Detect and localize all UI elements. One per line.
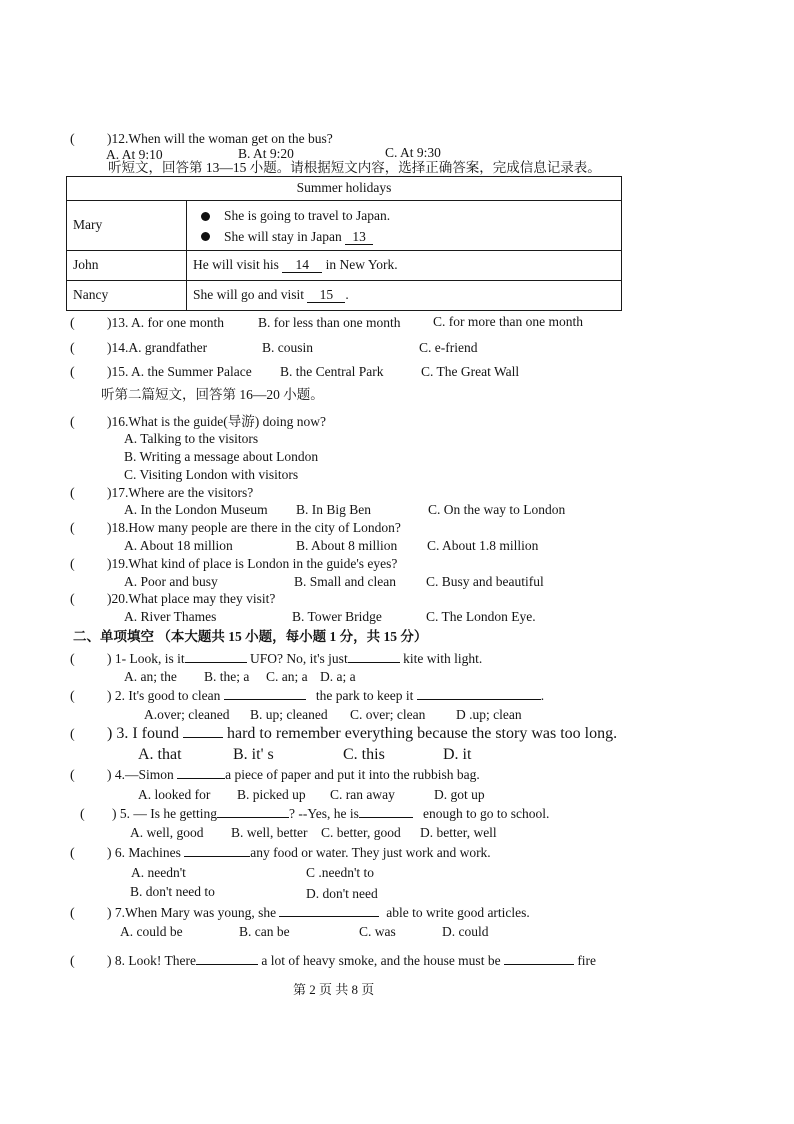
option-20b: B. Tower Bridge (292, 609, 382, 624)
fill-q7-option-b: B. can be (239, 924, 290, 939)
answer-paren: ( (70, 486, 75, 501)
fill-q1-option-b: B. the; a (204, 669, 250, 684)
fill-q5-text: ) 5. — Is he getting ? --Yes, he is enough to go to school. (112, 806, 550, 821)
blank-15: 15 (307, 288, 345, 304)
answer-paren: ( (70, 768, 75, 783)
option-12c: C. At 9:30 (385, 145, 441, 160)
bullet-icon (201, 232, 210, 241)
option-14c: C. e-friend (419, 340, 478, 355)
fill-q4-option-b: B. picked up (237, 787, 306, 802)
fill-q1-option-a: A. an; the (124, 669, 177, 684)
answer-paren: ( (80, 807, 85, 822)
name-mary: Mary (67, 201, 187, 251)
answer-paren: ( (70, 652, 75, 667)
bullet-icon (201, 212, 210, 221)
question-18: )18.How many people are there in the city of London? (107, 520, 401, 535)
mary-line-2: She will stay in Japan (224, 228, 342, 244)
summer-holidays-table (66, 176, 622, 311)
option-18b: B. About 8 million (296, 538, 398, 553)
answer-paren: ( (70, 316, 75, 331)
fill-q1-option-c: C. an; a (266, 669, 308, 684)
john-suffix: in New York. (325, 256, 398, 272)
option-17c: C. On the way to London (428, 502, 566, 517)
fill-q3-option-d: D. it (443, 746, 472, 763)
answer-paren: ( (70, 521, 75, 536)
question-15: )15. A. the Summer Palace (107, 364, 252, 379)
option-16c: C. Visiting London with visitors (124, 467, 299, 482)
option-19a: A. Poor and busy (124, 574, 218, 589)
question-16: )16.What is the guide(导游) doing now? (107, 414, 326, 429)
fill-q8-text: ) 8. Look! There a lot of heavy smoke, and the house must be fire (107, 953, 597, 968)
option-16b: B. Writing a message about London (124, 449, 319, 464)
option-13c: C. for more than one month (433, 314, 583, 329)
fill-q2-option-d: D .up; clean (456, 707, 522, 722)
fill-q5-option-d: D. better, well (420, 825, 497, 840)
name-john: John (67, 251, 187, 281)
nancy-suffix: . (345, 286, 349, 302)
fill-q7-text: ) 7.When Mary was young, she able to write good articles. (107, 905, 530, 920)
question-13: )13. A. for one month (107, 315, 224, 330)
fill-q3-text: ) 3. I found hard to remember everything because the story was too long. (107, 725, 618, 742)
fill-q5-option-c: C. better, good (321, 825, 401, 840)
option-20c: C. The London Eye. (426, 609, 536, 624)
fill-q4-text: ) 4.—Simon a piece of paper and put it into the rubbish bag. (107, 767, 480, 782)
fill-q4-option-d: D. got up (434, 787, 485, 802)
fill-q5-option-a: A. well, good (130, 825, 204, 840)
question-19: )19.What kind of place is London in the guide's eyes? (107, 556, 398, 571)
john-cell (187, 251, 622, 281)
option-19b: B. Small and clean (294, 574, 396, 589)
option-17a: A. In the London Museum (124, 502, 268, 517)
fill-q2-option-a: A.over; cleaned (144, 707, 230, 722)
name-nancy: Nancy (67, 281, 187, 311)
question-12: )12.When will the woman get on the bus? (107, 131, 333, 146)
fill-q2-text: ) 2. It's good to clean the park to keep it . (107, 688, 545, 703)
blank-14: 14 (282, 258, 322, 274)
fill-q4-option-c: C. ran away (330, 787, 395, 802)
option-15b: B. the Central Park (280, 364, 384, 379)
option-14b: B. cousin (262, 340, 314, 355)
option-13b: B. for less than one month (258, 315, 401, 330)
fill-q4-option-a: A. looked for (138, 787, 211, 802)
answer-paren: ( (70, 689, 75, 704)
mary-cell (187, 201, 622, 251)
blank-13: 13 (345, 230, 373, 246)
option-12b: B. At 9:20 (238, 146, 294, 161)
fill-q7-option-c: C. was (359, 924, 396, 939)
fill-q1-option-d: D. a; a (320, 669, 356, 684)
fill-q3-option-a: A. that (138, 746, 182, 763)
answer-paren: ( (70, 954, 75, 969)
fill-q6-option-a: A. needn't (131, 865, 186, 880)
option-12a: A. At 9:10 (106, 147, 163, 162)
answer-paren: ( (70, 557, 75, 572)
option-15c: C. The Great Wall (421, 364, 520, 379)
answer-paren: ( (70, 846, 75, 861)
fill-q6-option-c: C .needn't to (306, 865, 375, 880)
option-16a: A. Talking to the visitors (124, 431, 259, 446)
fill-q2-option-c: C. over; clean (350, 707, 426, 722)
table-title: Summer holidays (67, 177, 622, 201)
question-14: )14.A. grandfather (107, 340, 208, 355)
option-18a: A. About 18 million (124, 538, 233, 553)
option-18c: C. About 1.8 million (427, 538, 539, 553)
mary-line-1: She is going to travel to Japan. (224, 207, 391, 223)
answer-paren: ( (70, 906, 75, 921)
answer-paren: ( (70, 415, 75, 430)
answer-paren: ( (70, 727, 75, 742)
section-2-heading: 二、单项填空 （本大题共 15 小题，每小题 1 分，共 15 分） (73, 629, 428, 644)
fill-q1-text: ) 1- Look, is it UFO? No, it's just kite with light. (107, 651, 483, 666)
question-20: )20.What place may they visit? (107, 591, 276, 606)
page-footer: 第 2 页 共 8 页 (293, 982, 375, 997)
option-19c: C. Busy and beautiful (426, 574, 544, 589)
answer-paren: ( (70, 341, 75, 356)
fill-q5-option-b: B. well, better (231, 825, 308, 840)
fill-q6-text: ) 6. Machines any food or water. They just work and work. (107, 845, 491, 860)
fill-q7-option-d: D. could (442, 924, 489, 939)
john-line: He will visit his (193, 256, 279, 272)
nancy-cell (187, 281, 622, 311)
fill-q6-option-b: B. don't need to (130, 884, 215, 899)
instruction-16-20: 听第二篇短文，回答第 16—20 小题。 (101, 387, 324, 402)
answer-paren: ( (70, 365, 75, 380)
option-17b: B. In Big Ben (296, 502, 372, 517)
fill-q6-option-d: D. don't need (306, 886, 378, 901)
fill-q2-option-b: B. up; cleaned (250, 707, 328, 722)
answer-paren: ( (70, 592, 75, 607)
nancy-line: She will go and visit (193, 286, 304, 302)
option-20a: A. River Thames (124, 609, 217, 624)
fill-q3-option-b: B. it' s (233, 746, 274, 763)
fill-q7-option-a: A. could be (120, 924, 183, 939)
question-17: )17.Where are the visitors? (107, 485, 254, 500)
answer-paren: ( (70, 132, 75, 147)
instruction-13-15: 听短文，回答第 13—15 小题。请根据短文内容，选择正确答案，完成信息记录表。 (108, 160, 601, 175)
fill-q3-option-c: C. this (343, 746, 385, 763)
